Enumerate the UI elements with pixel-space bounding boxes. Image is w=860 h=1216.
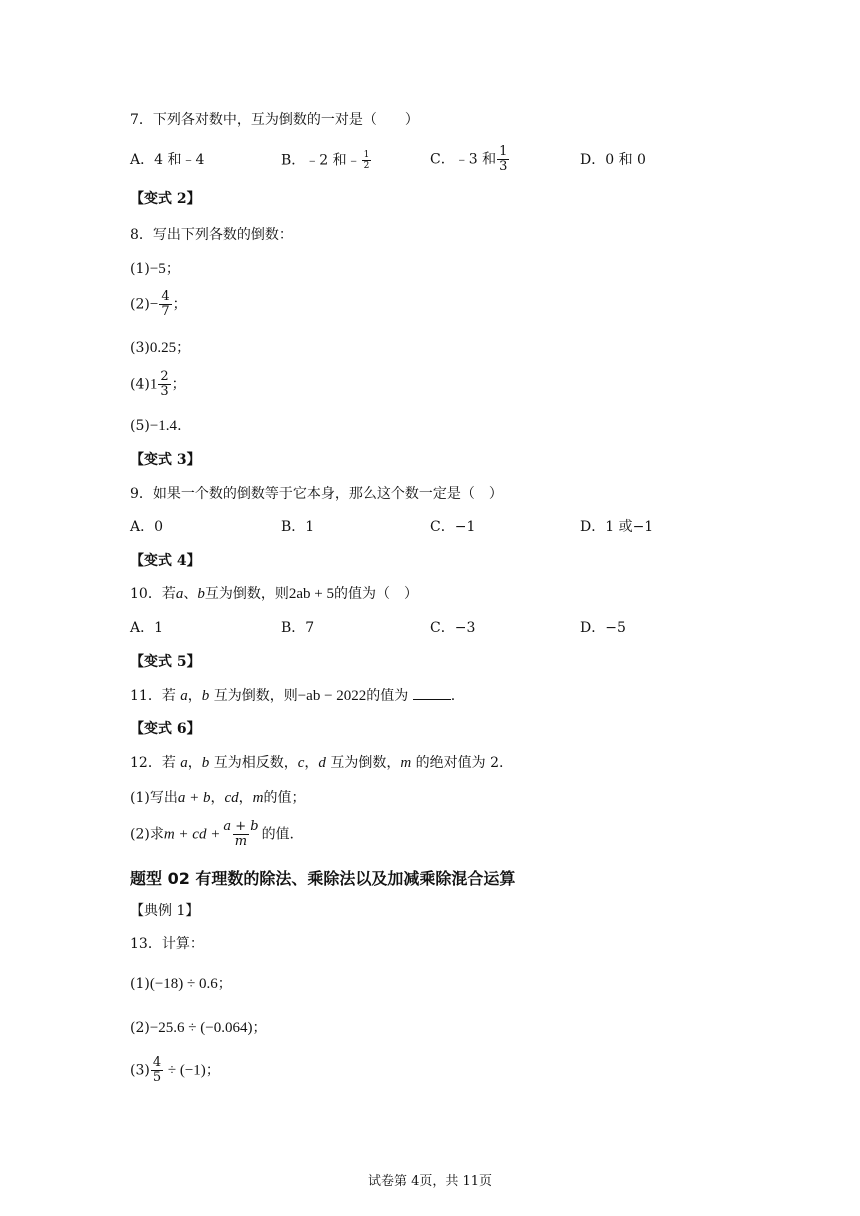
answer-blank — [413, 687, 451, 700]
q8-item-5: (5)−1.4. — [130, 418, 182, 434]
fraction: $\frac{a + b}{m}$ — [223, 819, 259, 849]
q10-option-b: B．7 — [281, 620, 315, 636]
fraction: $\frac{1}{3}$ — [499, 144, 508, 174]
q10-option-a: A．1 — [130, 620, 164, 636]
q9-stem: 9．如果一个数的倒数等于它本身，那么这个数一定是（ ） — [130, 486, 503, 502]
variant-heading-2: 【变式 2】 — [130, 191, 201, 207]
q7-option-c: C．﹣3 和 $\frac{1}{3}$ — [430, 144, 508, 174]
fraction: $\frac{2}{3}$ — [160, 369, 169, 399]
q12-sub-2: (2)求m + cd + $\frac{a + b}{m}$ 的值. — [130, 819, 295, 849]
q8-item-4: (4)1 $\frac{2}{3}$ ； — [130, 369, 186, 399]
q10-stem: 10．若a、b互为倒数，则2ab + 5的值为（ ） — [130, 586, 418, 602]
q13-item-3: (3) $\frac{4}{5}$ ÷ (−1)； — [130, 1055, 220, 1085]
q9-option-b: B．1 — [281, 519, 315, 535]
variant-heading-5: 【变式 5】 — [130, 654, 201, 670]
fraction: $\frac{4}{5}$ — [152, 1055, 162, 1085]
q8-item-1: (1)−5； — [130, 261, 180, 277]
q13-stem: 13．计算： — [130, 936, 204, 952]
q7-option-a: A．4 和﹣4 — [130, 152, 205, 168]
q8-stem: 8．写出下列各数的倒数： — [130, 227, 293, 243]
q13-item-1: (1)(−18) ÷ 0.6； — [130, 976, 232, 992]
q9-option-c: C．−1 — [430, 519, 476, 535]
q10-option-c: C．−3 — [430, 620, 476, 636]
q8-item-3: (3)0.25； — [130, 340, 191, 356]
variant-heading-6: 【变式 6】 — [130, 721, 201, 737]
q7-option-b: B．﹣2 和﹣ $\frac{1}{2}$ — [281, 150, 370, 171]
page-footer: 试卷第 4页，共 11页 — [367, 1174, 493, 1189]
q8-item-2: (2)− $\frac{4}{7}$ ； — [130, 289, 187, 319]
example-heading: 【典例 1】 — [130, 903, 200, 919]
q11-stem: 11．若 a，b 互为倒数，则−ab − 2022的值为 . — [130, 688, 456, 704]
q12-sub-1: (1)写出a + b，cd，m的值； — [130, 790, 306, 806]
q7-option-d: D．0 和 0 — [580, 152, 646, 168]
section-heading: 题型 02 有理数的除法、乘除法以及加减乘除混合运算 — [130, 869, 516, 888]
q9-option-a: A．0 — [130, 519, 164, 535]
q10-option-d: D．−5 — [580, 620, 626, 636]
fraction: $\frac{4}{7}$ — [161, 289, 170, 319]
fraction: $\frac{1}{2}$ — [363, 150, 370, 171]
variant-heading-4: 【变式 4】 — [130, 553, 201, 569]
variant-heading-3: 【变式 3】 — [130, 452, 201, 468]
q9-option-d: D．1 或−1 — [580, 519, 654, 535]
q12-stem: 12．若 a，b 互为相反数，c，d 互为倒数，m 的绝对值为 2. — [130, 755, 504, 771]
q13-item-2: (2)−25.6 ÷ (−0.064)； — [130, 1020, 267, 1036]
q7-stem: 7．下列各对数中，互为倒数的一对是（ ） — [130, 112, 419, 128]
